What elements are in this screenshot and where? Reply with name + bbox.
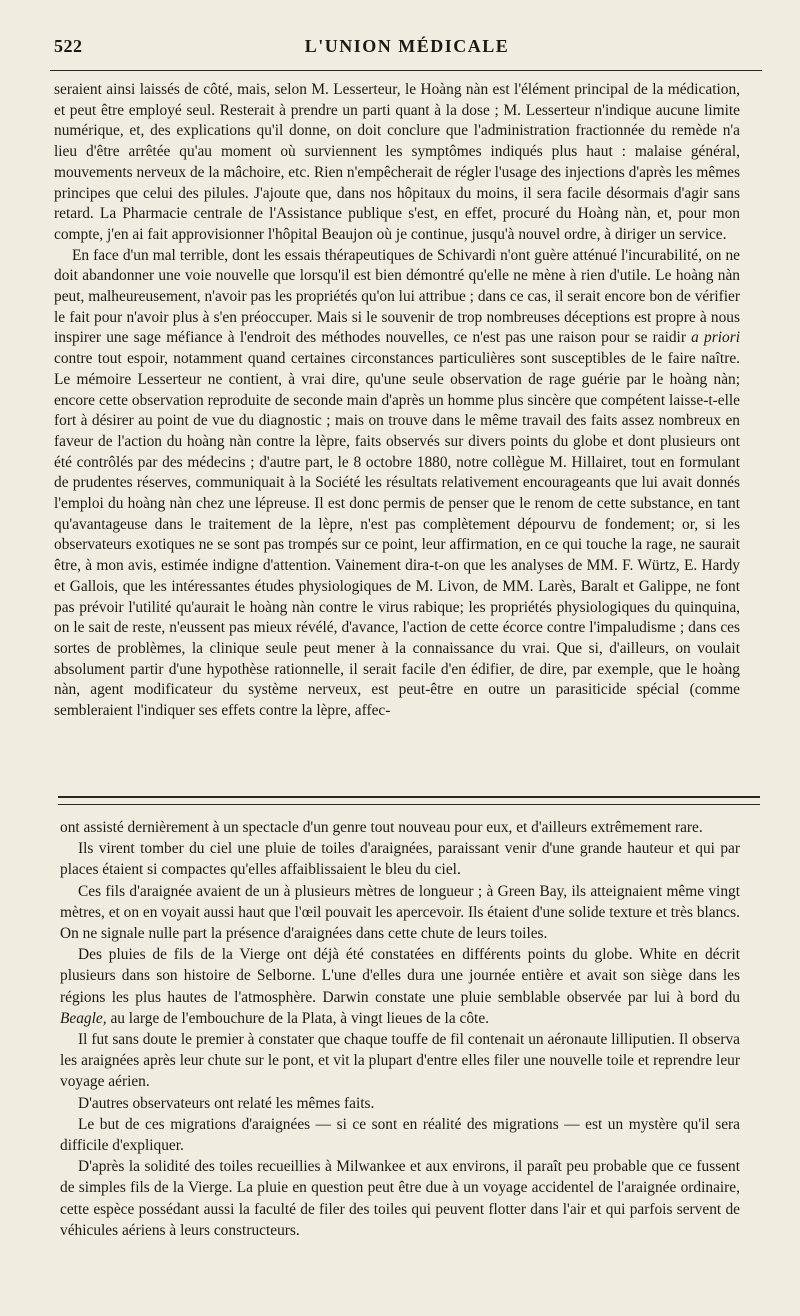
feuilleton-paragraph-2: Ils virent tomber du ciel une pluie de toiles d'araignées, paraissant venir d'une grande hauteur et qui par places étaient si compactes qu'elles affaiblissaient le bleu du ciel. [60,840,740,879]
page-number: 522 [54,36,83,56]
feuilleton-paragraph-6: D'autres observateurs ont relaté les mêmes faits. [78,1094,375,1112]
main-paragraph-1: seraient ainsi laissés de côté, mais, selon M. Lesserteur, le Hoàng nàn est l'élément principal de la médication, et peut être employé seul. Resterait à prendre un parti quant à la dose ; M. Lesserteur n'indique aucune limite numérique, et, des explications qu'il donne, on doit conclure que l'administration fractionnée du remède n'a lieu d'être arrêtée qu'au moment où surviennent les symptômes indiqués plus haut : malaise général, mouvements nerveux de la mâchoire, etc. Rien n'empêcherait de régler l'usage des injections d'après les mêmes principes que celui des pilules. J'ajoute que, dans nos hôpitaux du moins, il sera facile désormais d'agir sans retard. La Pharmacie centrale de l'Assistance publique s'est, en effet, procuré du Hoàng nàn, et, pour mon compte, j'en ai fait approvisionner l'hôpital Beaujon où je continue, jusqu'à nouvel ordre, à diriger un service. [54,81,740,243]
main-paragraph-2 [54,246,740,722]
feuilleton-paragraph-5: Il fut sans doute le premier à constater que chaque touffe de fil contenait un aéronaute lilliputien. Il observa les araignées après leur chute sur le pont, et vit la plupart d'entre elles filer une nouvelle toile et reprendre leur voyage aérien. [60,1031,740,1091]
feuilleton-paragraph-8: D'après la solidité des toiles recueillies à Milwankee et aux environs, il paraît peu probable que ce fussent de simples fils de la Vierge. La pluie en question peut être due à un voyage accidentel de l'araignée ordinaire, cette espèce possédant aussi la faculté de filer des toiles qui peuvent flotter dans l'air et qui parfois servent de véhicules aériens à leurs constructeurs. [60,1158,740,1239]
page-header [52,36,762,62]
feuilleton-paragraph-4-part-a: Des pluies de fils de la Vierge ont déjà été constatées en différents points du globe. White en décrit plusieurs dans son histoire de Selborne. L'une d'elles dura une journée entière et avait son siège dans les régions les plus hautes de l'atmosphère. Darwin constate une pluie semblable observée par lui à bord du [60,946,740,1006]
feuilleton-paragraph-7: Le but de ces migrations d'araignées — si ce sont en réalité des migrations — est un mystère qu'il sera difficile d'expliquer. [60,1115,740,1155]
italic-beagle: Beagle, [60,1009,107,1027]
main-paragraph-2-part-a: En face d'un mal terrible, dont les essais thérapeutiques de Schivardi n'ont guère atténué l'incurabilité, on ne doit abandonner une voie nouvelle que lorsqu'il est bien démontré qu'elle ne mène à rien d'utile. Le hoàng nàn peut, malheureusement, n'avoir pas les propriétés qu'on lui attribue ; dans ce cas, il serait encore bon de vérifier le fait pour n'avoir plus à s'en préoccuper. Mais si le souvenir de trop nombreuses déceptions est propre à nous inspirer une sage méfiance à l'endroit des méthodes nouvelles, ce n'est pas une raison pour se raidir [54,246,740,347]
italic-a-priori: a priori [691,329,740,347]
feuilleton-text [60,817,740,1241]
running-title: L'UNION MÉDICALE [304,36,510,56]
main-paragraph-2-part-b: contre tout espoir, notamment quand certaines circonstances particulières sont susceptibles de le faire naître. Le mémoire Lesserteur ne contient, à vrai dire, qu'une seule observation de rage guérie par le hoàng nàn; encore cette observation reproduite de seconde main d'après un homme plus sincère que compétent laisse-t-elle fort à désirer au point de vue du diagnostic ; mais on trouve dans le même travail des faits assez nombreux en faveur de l'action du hoàng nàn contre la lèpre, faits observés sur divers points du globe et dont plusieurs ont été contrôlés par des médecins ; d'autre part, le 8 octobre 1880, notre collègue M. Hillairet, tout en formulant de prudentes réserves, communiquait à la Société les résultats relativement encourageants que lui avait donnés l'emploi du hoàng nàn chez une lépreuse. Il est donc permis de penser que le renom de cette substance, en tant qu'avantageuse dans le traitement de la lèpre, n'est pas complètement dépourvu de fondement; or, si les observateurs exotiques ne se sont pas trompés sur ce point, leur affirmation, en ce qui touche la rage, ne saurait être, à mon avis, estimée indigne d'attention. Vainement dira-t-on que les analyses de MM. F. Würtz, E. Hardy et Gallois, que les intéressantes études physiologiques de M. Livon, de MM. Larès, Baralt et Galippe, ne font pas prévoir l'utilité qu'aurait le hoàng nàn contre le virus rabique; les propriétés physiologiques du quinquina, on le sait de reste, n'eussent pas mieux révélé, d'avance, l'action de cette écorce contre l'impaludisme ; dans ces sortes de problèmes, la clinique seule peut mener à la connaissance du vrai. Que si, d'ailleurs, on voulait absolument partir d'une hypothèse rationnelle, il serait facile d'en édifier, de dire, par exemple, que le hoàng nàn, agent modificateur du système nerveux, est peut-être en outre un parasiticide spécial (comme sembleraient l'indiquer ses effets contre la lèpre, affec- [54,350,740,720]
header-rule [50,70,762,71]
feuilleton-paragraph-4-part-b: au large de l'embouchure de la Plata, à vingt lieues de la côte. [110,1009,489,1027]
main-article-text [54,80,740,722]
feuilleton-divider [58,796,760,805]
feuilleton-paragraph-1: ont assisté dernièrement à un spectacle d'un genre tout nouveau pour eux, et d'ailleurs extrêmement rare. [60,819,703,836]
feuilleton-paragraph-4 [60,944,740,1029]
feuilleton-paragraph-3: Ces fils d'araignée avaient de un à plusieurs mètres de longueur ; à Green Bay, ils atteignaient même vingt mètres, et on en voyait aussi haut que l'œil pouvait les apercevoir. Ils étaient d'une solide texture et très blancs. On ne signale nulle part la présence d'araignées dans cette chute de leurs toiles. [60,882,740,943]
